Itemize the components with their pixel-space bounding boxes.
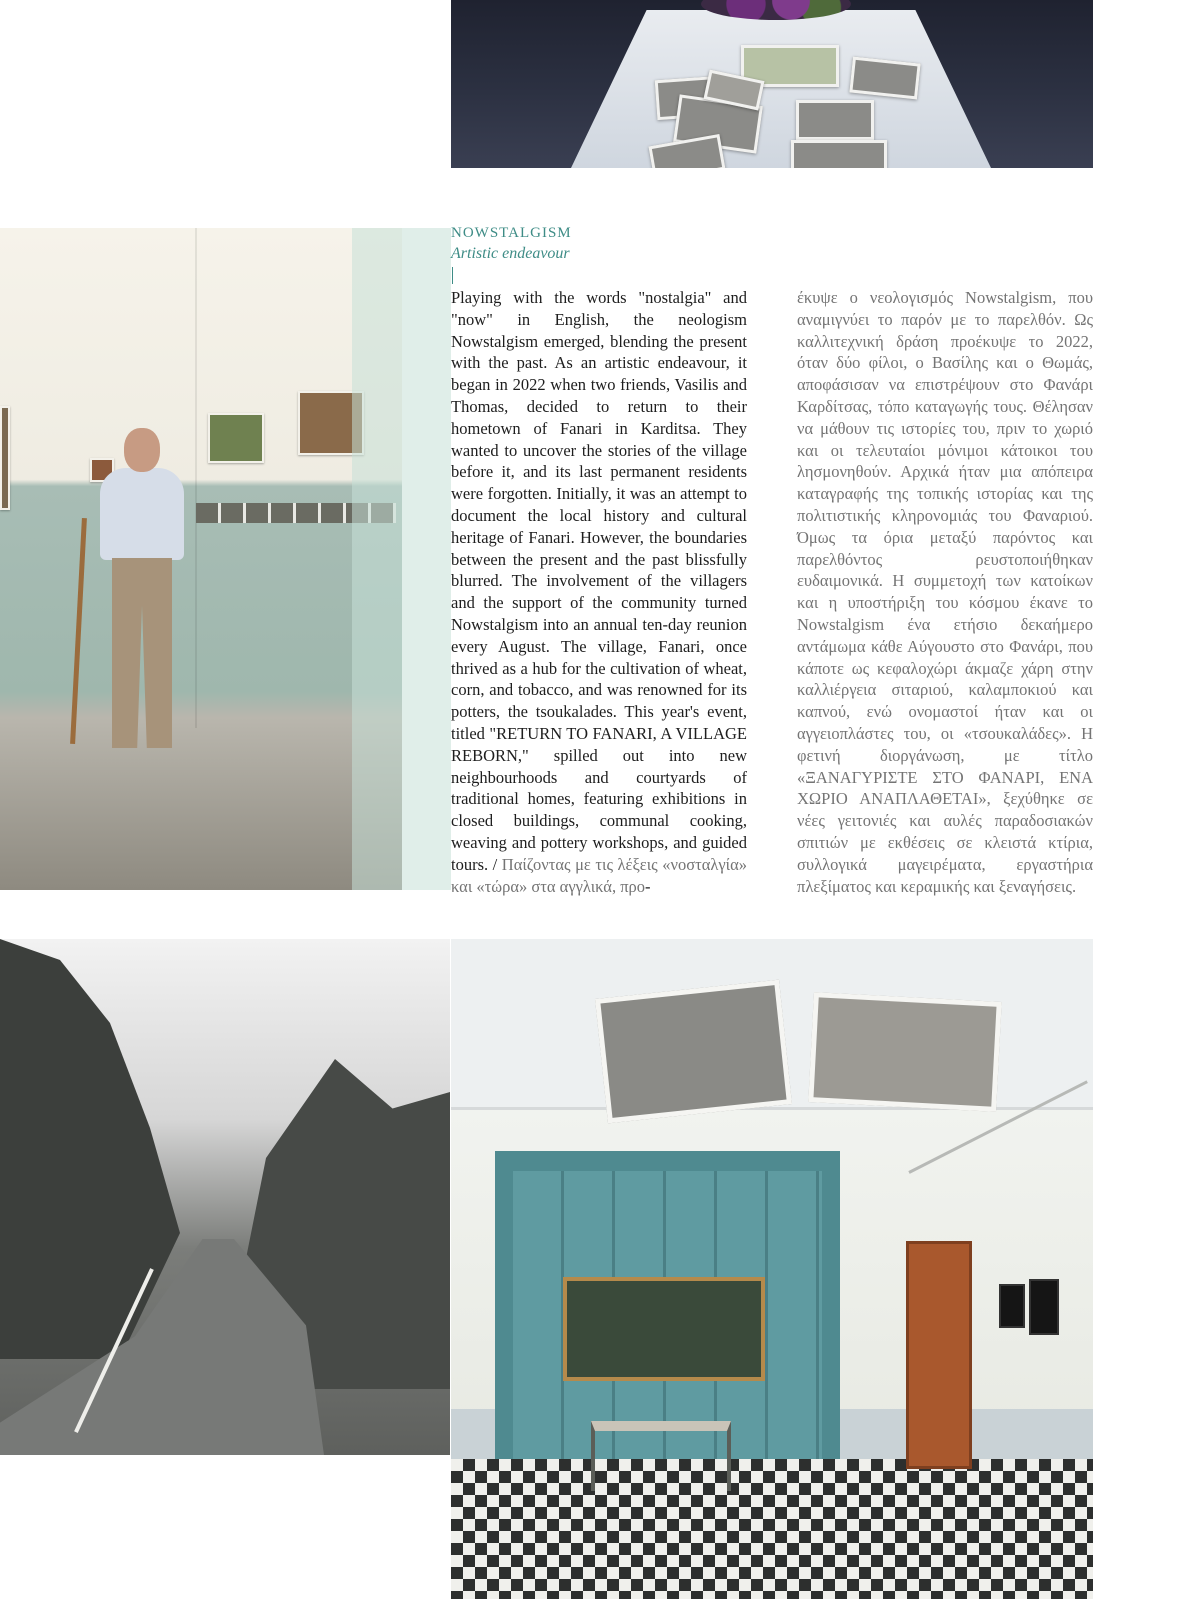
subhead-divider [452,267,453,284]
article-column-greek: έκυψε ο νεολογισμός Nowstalgism, που αναμιγνύει το παρόν με το παρελθόν. Ως καλλιτεχνική δράση προέκυψε το 2022, όταν δύο φίλοι, ο Βασίλης και ο Θωμάς, αποφάσισαν να επιστρέψουν στο Φανάρι Καρδίτσας, τόπο καταγωγής τους. Θέλησαν να μάθουν τις ιστορίες του, πριν το χωριό και οι τελευταίοι μόνιμοι κάτοικοι του λησμονηθούν. Αρχικά ήταν μια απόπειρα καταγραφής της τοπικής ιστορίας και της πολιτιστικής κληρονομιάς του Φαναριού. Όμως τα όρια μεταξύ παρόντος και παρελθόντος ρευστοποιήθηκαν ευδαιμονικά. Η συμμετοχή των κατοίκων και η υποστήριξη του κόσμου έκανε το Nowstalgism ένα ετήσιο δεκαήμερο αντάμωμα κάθε Αύγουστο στο Φανάρι, που κάποτε ως κεφαλοχώρι άκμαζε χάρη στην καλλιέργεια σιταριού, καλαμποκιού και καπνού, ενώ ονομαστοί ήταν και οι αγγειοπλάστες του, οι «τσουκαλάδες». Η φετινή διοργάνωση, με τίτλο «ΞΑΝΑΓΥΡΙΣΤΕ ΣΤΟ ΦΑΝΑΡΙ, ΕΝΑ ΧΩΡΙΟ ΑΝΑΠΛΑΘΕΤΑΙ», ξεχύθηκε σε νέες γειτονιές και αυλές παραδοσιακών σπιτιών με εκθέσεις σε κλειστά κτίρια, συλλογικά μαγειρέματα, εργαστήρια πλεξίματος και κεραμικής και ξεναγήσεις. [797,288,1093,896]
section-subhead: Artistic endeavour [451,245,570,262]
accent-strip [352,228,451,890]
section-kicker: NOWSTALGISM [451,225,572,241]
photo-misty-road [0,939,450,1455]
article-greek-start: Παίζοντας με τις λέξεις «νοσταλγία» και «τώρα» στα αγγλικά, προ [451,854,748,896]
article-english-text: Playing with the words "nostalgia" and "now" in English, the neologism Nowstalgism emerged, blending the present with the past. As an artistic endeavour, it began in 2022 when two friends, Vasilis and Thomas, decided to return to their hometown of Fanari in Karditsa. They wanted to uncover the stories of the village before it, and its last permanent residents were forgotten. Initially, it was an attempt to document the local history and cultural heritage of Fanari. However, the boundaries between the present and the past blissfully blurred. The involvement of the villagers and the support of the community turned Nowstalgism into an annual ten-day reunion every August. The village, Fanari, once thrived as a hub for the cultivation of wheat, corn, and tobacco, and was renowned for its potters, the tsoukalades. This year's event, titled "RETURN TO FANARI, A VILLAGE REBORN," spilled out into new neighbourhoods and courtyards of traditional homes, featuring exhibitions in closed buildings, communal cooking, weaving and pottery workshops, and guided tours. [451,288,747,874]
photo-display-case [451,0,1093,168]
article-column-english: Playing with the words "nostalgia" and "now" in English, the neologism Nowstalgism emerged, blending the present with the past. As an artistic endeavour, it began in 2022 when two friends, Vasilis and Thomas, decided to return to their hometown of Fanari in Karditsa. They wanted to uncover the stories of the village before it, and its last permanent residents were forgotten. Initially, it was an attempt to document the local history and cultural heritage of Fanari. However, the boundaries between the present and the past blissfully blurred. The involvement of the villagers and the support of the community turned Nowstalgism into an annual ten-day reunion every August. The village, Fanari, once thrived as a hub for the cultivation of wheat, corn, and tobacco, and was renowned for its potters, the tsoukalades. This year's event, titled "RETURN TO FANARI, A VILLAGE REBORN," spilled out into new neighbourhoods and courtyards of traditional homes, featuring exhibitions in closed buildings, communal cooking, weaving and pottery workshops, and guided tours. / Παίζοντας με τις λέξεις «νοσταλγία» και «τώρα» στα αγγλικά, προ- [451,288,748,896]
photo-elderly-man-exhibition [0,228,402,890]
language-separator: / [488,854,502,874]
photo-classroom [451,939,1093,1599]
